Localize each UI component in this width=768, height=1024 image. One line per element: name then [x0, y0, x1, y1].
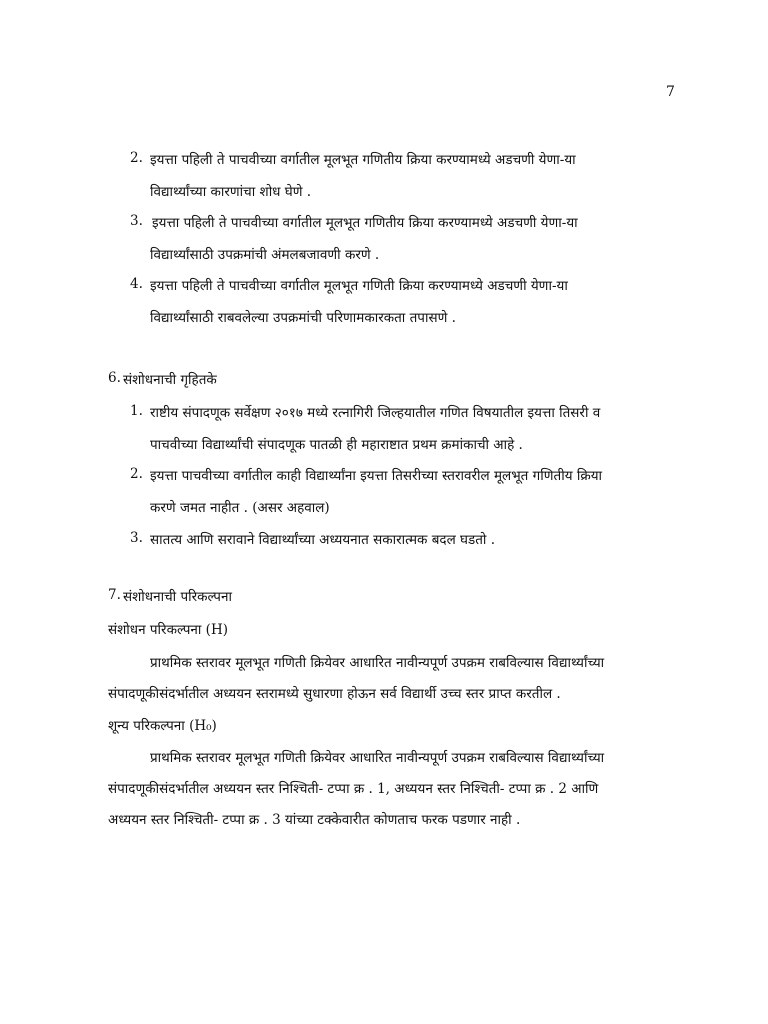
objective-text-line: इयत्ता पहिली ते पाचवीच्या वर्गातील मूलभूत गणितीय क्रिया करण्यामध्ये अडचणी येणा-या	[152, 215, 578, 231]
objective-text-line: विद्यार्थ्यांच्या कारणांचा शोध घेणे .	[150, 184, 312, 200]
objective-number: 4.	[130, 276, 143, 292]
page-number: 7	[666, 84, 675, 100]
section-heading: संशोधनाची परिकल्पना	[123, 589, 232, 605]
research-hypothesis-text-line: प्राथमिक स्तरावर मूलभूत गणिती क्रियेवर आधारित नावीन्यपूर्ण उपक्रम राबविल्यास विद्यार्थ्यांच्या	[150, 655, 605, 671]
objective-text-line: विद्यार्थ्यांसाठी राबवलेल्या उपक्रमांची परिणामकारकता तपासणे .	[150, 310, 456, 326]
assumption-text-line: राष्टीय संपादणूक सर्वेक्षण २०१७ मध्ये रत्नागिरी जिल्हयातील गणित विषयातील इयत्ता तिसरी व	[150, 405, 601, 421]
section-number: 6.	[108, 370, 121, 386]
assumption-number: 2.	[130, 466, 143, 482]
null-hypothesis-label: शून्य परिकल्पना (H₀)	[108, 718, 217, 734]
null-hypothesis-text-line: प्राथमिक स्तरावर मूलभूत गणिती क्रियेवर आधारित नावीन्यपूर्ण उपक्रम राबविल्यास विद्यार्थ्यांच्या	[150, 750, 605, 766]
assumption-text-line: सातत्य आणि सरावाने विद्यार्थ्यांच्या अध्ययनात सकारात्मक बदल घडतो .	[150, 532, 495, 548]
research-hypothesis-label: संशोधन परिकल्पना (H)	[108, 622, 228, 638]
assumption-number: 1.	[130, 403, 143, 419]
assumption-text-line: इयत्ता पाचवीच्या वर्गातील काही विद्यार्थ्यांना इयत्ता तिसरीच्या स्तरावरील मूलभूत गणितीय क्रिया	[150, 468, 603, 484]
null-hypothesis-text-line: संपादणूकीसंदर्भातील अध्ययन स्तर निश्चिती- टप्पा क्र . 1, अध्ययन स्तर निश्चिती- टप्पा क्र . 2 आणि	[108, 781, 599, 797]
null-hypothesis-text-line: अध्ययन स्तर निश्चिती- टप्पा क्र . 3 यांच्या टक्केवारीत कोणताच फरक पडणार नाही .	[108, 812, 521, 828]
objective-text-line: विद्यार्थ्यांसाठी उपक्रमांची अंमलबजावणी करणे .	[150, 247, 380, 263]
assumption-text-line: पाचवीच्या विद्यार्थ्यांची संपादणूक पातळी ही महाराष्टात प्रथम क्रमांकाची आहे .	[150, 437, 523, 453]
objective-number: 2.	[130, 150, 143, 166]
objective-text-line: इयत्ता पहिली ते पाचवीच्या वर्गातील मूलभूत गणितीय क्रिया करण्यामध्ये अडचणी येणा-या	[150, 152, 576, 168]
section-heading: संशोधनाची गृहितके	[123, 372, 217, 388]
objective-number: 3.	[130, 213, 143, 229]
assumption-text-line: करणे जमत नाहीत . (असर अहवाल)	[150, 500, 330, 516]
objective-text-line: इयत्ता पहिली ते पाचवीच्या वर्गातील मूलभूत गणिती क्रिया करण्यामध्ये अडचणी येणा-या	[150, 278, 568, 294]
research-hypothesis-text-line: संपादणूकीसंदर्भातील अध्ययन स्तरामध्ये सुधारणा होऊन सर्व विद्यार्थी उच्च स्तर प्राप्त करतील .	[108, 686, 561, 702]
section-number: 7.	[108, 587, 121, 603]
assumption-number: 3.	[130, 530, 143, 546]
